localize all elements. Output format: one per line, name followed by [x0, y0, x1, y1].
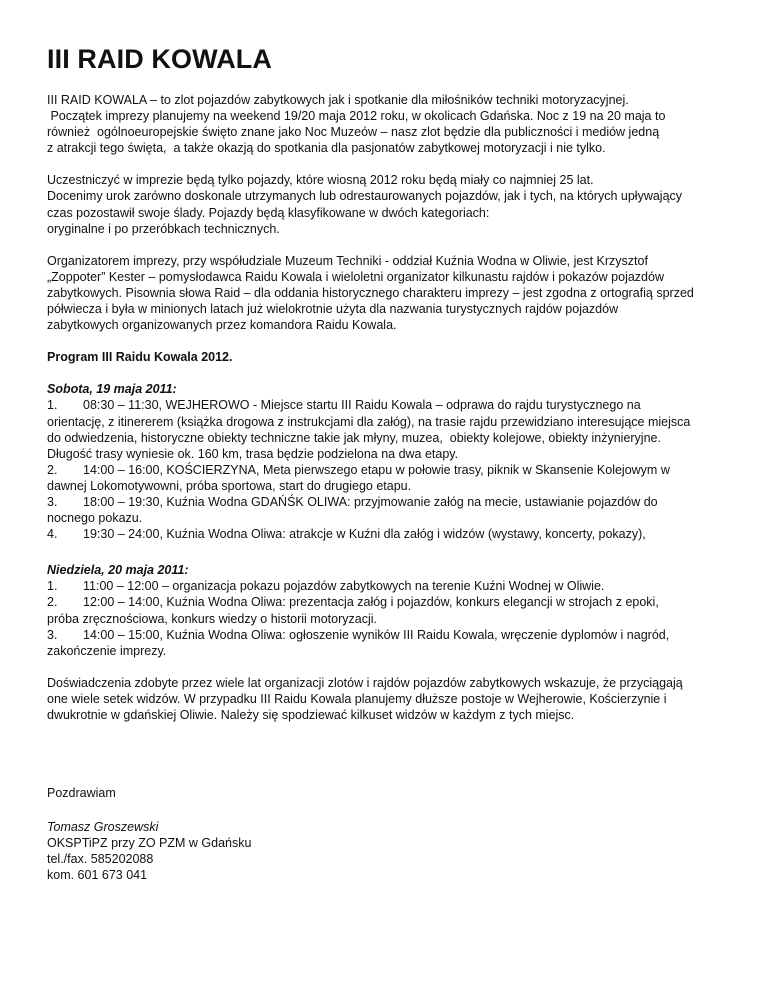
- item-number: 2.: [47, 462, 58, 477]
- experience-line: Doświadczenia zdobyte przez wiele lat organizacji zlotów i rajdów pojazdów zabytkowych wskazuje, że przyciągają: [47, 675, 683, 690]
- item-text: 19:30 – 24:00, Kuźnia Wodna Oliwa: atrakcje w Kuźni dla załóg i widzów (wystawy, koncerty, pokazy),: [83, 527, 646, 542]
- greeting: Pozdrawiam: [47, 786, 116, 801]
- participants-line: Docenimy urok zarówno doskonale utrzymanych lub odrestaurowanych pojazdów, jak i tych, na których upływający: [47, 189, 683, 204]
- intro-line: z atrakcji tego święta, a także okazją do spotkania dla pasjonatów zabytkowej motoryzacji i nie tylko.: [47, 141, 606, 156]
- program-item-line: nocnego pokazu.: [47, 511, 143, 526]
- program-item-line: [47, 594, 737, 610]
- document-title: III RAID KOWALA: [47, 44, 272, 74]
- sunday-heading: Niedziela, 20 maja 2011:: [47, 563, 189, 578]
- program-item-line: [47, 578, 737, 594]
- organizer-line: zabytkowych organizowanych przez komandora Raidu Kowala.: [47, 318, 397, 333]
- experience-paragraph: [47, 675, 737, 723]
- program-item-line: do odwiedzenia, historyczne obiekty techniczne takie jak młyny, muzea, obiekty kolejowe, obiekty inżynieryjne.: [47, 430, 661, 445]
- item-text: 18:00 – 19:30, Kuźnia Wodna GDAŃŚK OLIWA: przyjmowanie załóg na mecie, ustawianie pojazdów do: [83, 494, 658, 509]
- program-item-line: [47, 462, 737, 478]
- experience-line: dwukrotnie w gdańskiej Oliwie. Należy się spodziewać kilkuset widzów w każdym z tych miejsc.: [47, 708, 575, 722]
- organizer-line: zabytkowych. Pisownia słowa Raid – dla oddania historycznego charakteru imprezy – jest zgodna z ortografią sprzed: [47, 285, 694, 300]
- program-item-line: Długość trasy wyniesie ok. 160 km, trasa będzie podzielona na dwa etapy.: [47, 446, 459, 461]
- organizer-line: półwiecza i była w minionych latach już wielokrotnie użyta dla nazwania turystycznych rajdów pojazdów: [47, 302, 619, 317]
- participants-line: oryginalne i po przeróbkach technicznych.: [47, 221, 280, 236]
- program-item-line: [47, 397, 737, 413]
- program-heading: Program III Raidu Kowala 2012.: [47, 350, 233, 365]
- organizer-line: „Zoppoter” Kester – pomysłodawca Raidu Kowala i wieloletni organizator kilkunastu rajdów i pokazów pojazdów: [47, 269, 664, 284]
- participants-paragraph: [47, 172, 737, 236]
- document-page: [47, 40, 737, 900]
- item-number: 3.: [47, 627, 58, 642]
- program-item-line: [47, 627, 737, 643]
- saturday-heading: Sobota, 19 maja 2011:: [47, 382, 177, 397]
- item-text: 14:00 – 16:00, KOŚCIERZYNA, Meta pierwszego etapu w połowie trasy, piknik w Skansenie Kolejowym w: [83, 462, 670, 477]
- item-number: 1.: [47, 579, 58, 594]
- program-item-line: orientację, z itinererem (książka drogowa z instrukcjami dla załóg), na trasie rajdu przewidziano interesujące miejsca: [47, 414, 691, 429]
- program-item-line: [47, 494, 737, 510]
- intro-line: również ogólnoeuropejskie święto znane jako Noc Muzeów – nasz zlot będzie dla publiczności i mediów jedną: [47, 125, 660, 140]
- organizer-line: Organizatorem imprezy, przy współudziale Muzeum Techniki - oddział Kuźnia Wodna w Oliwie, jest Krzysztof: [47, 253, 648, 268]
- intro-line: Początek imprezy planujemy na weekend 19/20 maja 2012 roku, w okolicach Gdańska. Noc z 19 na 20 maja to: [47, 109, 666, 124]
- program-item-line: [47, 526, 737, 542]
- sunday-section: [47, 562, 737, 659]
- signature-block: [47, 819, 737, 883]
- program-item-line: próba zręcznościowa, konkurs wiedzy o historii motoryzacji.: [47, 611, 377, 626]
- intro-paragraph: [47, 92, 737, 156]
- item-number: 3.: [47, 494, 58, 509]
- item-text: 08:30 – 11:30, WEJHEROWO - Miejsce startu III Raidu Kowala – odprawa do rajdu turystycznego na: [83, 398, 641, 413]
- item-number: 1.: [47, 398, 58, 413]
- item-number: 4.: [47, 527, 58, 542]
- spacer: [47, 739, 737, 785]
- program-item-line: dawnej Lokomotywowni, próba sportowa, start do drugiego etapu.: [47, 478, 412, 493]
- item-text: 11:00 – 12:00 – organizacja pokazu pojazdów zabytkowych na terenie Kuźni Wodnej w Oliwie.: [83, 579, 605, 594]
- item-text: 12:00 – 14:00, Kuźnia Wodna Oliwa: prezentacja załóg i pojazdów, konkurs elegancji w strojach z epoki,: [83, 595, 659, 610]
- organizer-paragraph: [47, 253, 737, 333]
- signature-name: Tomasz Groszewski: [47, 820, 159, 835]
- participants-line: czas pozostawił swoje ślady. Pojazdy będą klasyfikowane w dwóch kategoriach:: [47, 205, 490, 220]
- intro-line: III RAID KOWALA – to zlot pojazdów zabytkowych jak i spotkanie dla miłośników techniki motoryzacyjnej.: [47, 93, 629, 107]
- program-item-line: zakończenie imprezy.: [47, 643, 167, 658]
- signature-mobile: kom. 601 673 041: [47, 868, 148, 883]
- signature-org: OKSPTiPZ przy ZO PZM w Gdańsku: [47, 836, 252, 851]
- item-number: 2.: [47, 595, 58, 610]
- saturday-section: [47, 381, 737, 542]
- signature-tel: tel./fax. 585202088: [47, 852, 154, 867]
- item-text: 14:00 – 15:00, Kuźnia Wodna Oliwa: ogłoszenie wyników III Raidu Kowala, wręczenie dyplomów i nagród,: [83, 627, 670, 642]
- participants-line: Uczestniczyć w imprezie będą tylko pojazdy, które wiosną 2012 roku będą miały co najmniej 25 lat.: [47, 173, 594, 188]
- experience-line: one wiele setek widzów. W przypadku III Raidu Kowala planujemy dłuższe postoje w Wejherowie, Kościerzynie i: [47, 691, 667, 706]
